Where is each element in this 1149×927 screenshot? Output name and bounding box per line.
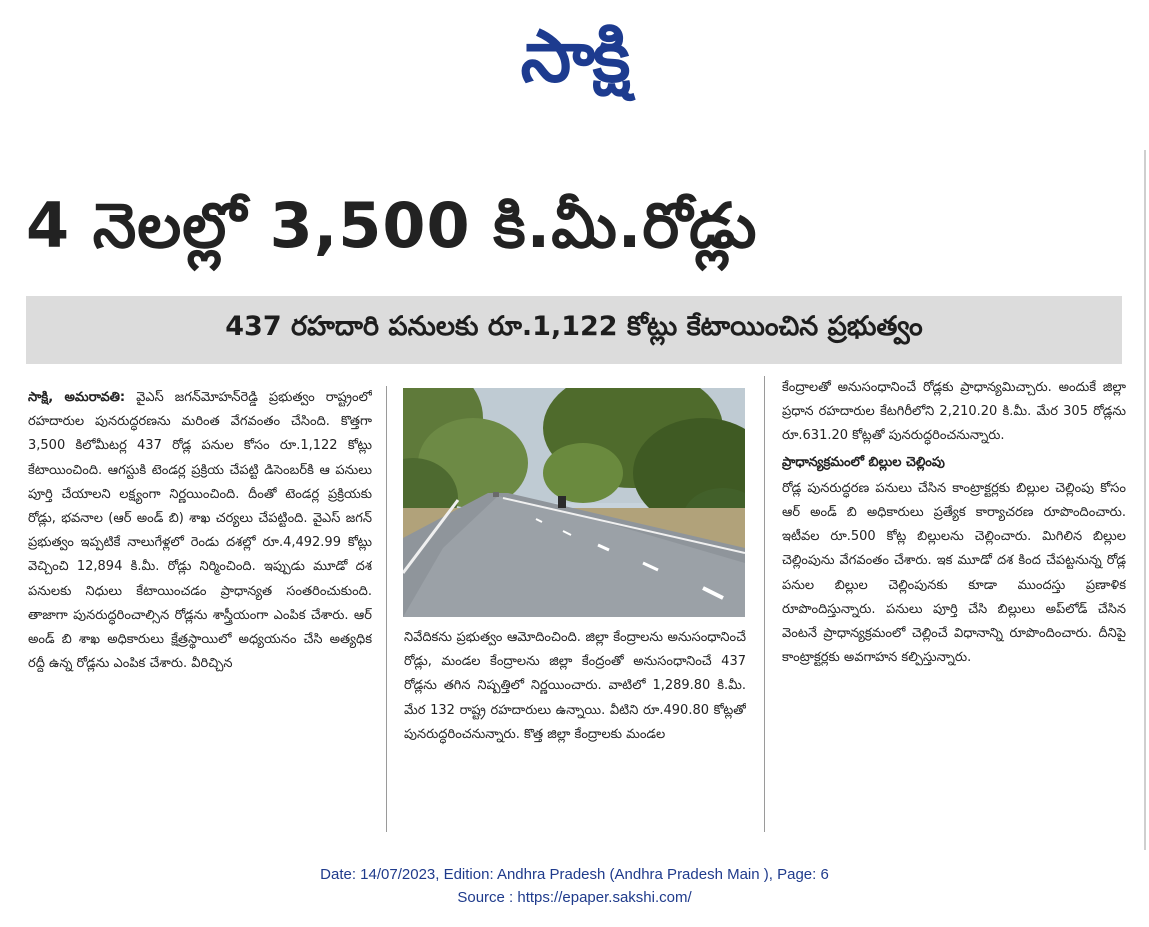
footer-date-edition: Date: 14/07/2023, Edition: Andhra Pradesh (Andhra Pradesh Main ), Page: 6 — [320, 866, 829, 883]
article-column-1 — [28, 386, 372, 834]
column-2-text: నివేదికను ప్రభుత్వం ఆమోదించింది. జిల్లా కేంద్రాలను అనుసంధానించే రోడ్లు, మండల కేంద్రాలను జిల్లా కేంద్రంతో అనుసంధానించే 437 రోడ్లను తగిన నిష్పత్తిలో నిర్ణయించారు. వాటిలో 1,289.80 కి.మీ. మేర 132 రాష్ట్ర రహదారులు ఉన్నాయి. వీటిని రూ.490.80 కోట్లతో పునరుద్ధరించనున్నారు. కొత్త జిల్లా కేంద్రాలకు మండల — [404, 630, 746, 742]
article-column-3 — [782, 376, 1126, 832]
subheadline-banner — [26, 296, 1122, 364]
crosshead: ప్రాధాన్యక్రమంలో బిల్లుల చెల్లింపు — [782, 454, 945, 470]
article-column-2 — [404, 626, 746, 832]
dateline: సాక్షి, అమరావతి: — [28, 390, 126, 405]
column-3-body: రోడ్ల పునరుద్ధరణ పనులు చేసిన కాంట్రాక్టర్లకు బిల్లుల చెల్లింపు కోసం ఆర్ అండ్ బి అధికారులు ప్రత్యేక కార్యాచరణ రూపొందించారు. ఇటీవల రూ.500 కోట్ల బిల్లులను చెల్లించారు. మిగిలిన బిల్లుల చెల్లింపును వేగవంతం చేశారు. ఇక మూడో దశ కింద చేపట్టనున్న రోడ్ల పనుల బిల్లుల చెల్లింపునకు కూడా ముందస్తు ప్రణాళిక రూపొందిస్తున్నారు. పనులు పూర్తి చేసి బిల్లులు అప్‌లోడ్ చేసిన వెంటనే ప్రాధాన్యక్రమంలో చెల్లించే విధానాన్ని రూపొందించారు. దీనిపై కాంట్రాక్టర్లకు అవగాహన కల్పిస్తున్నారు. — [782, 480, 1126, 666]
footer-source: Source : https://epaper.sakshi.com/ — [457, 889, 692, 906]
sakshi-logo: సాక్షి — [520, 14, 629, 98]
column-1-text: వైఎస్ జగన్‌మోహన్‌రెడ్డి ప్రభుత్వం రాష్ట్రంలో రహదారుల పునరుద్ధరణను మరింత వేగవంతం చేసింది. కొత్తగా 3,500 కిలోమీటర్ల 437 రోడ్ల పనుల కోసం రూ.1,122 కోట్లు కేటాయించింది. ఆగస్టుకి టెండర్ల ప్రక్రియ చేపట్టి డిసెంబర్‌కి ఆ పనులు పూర్తి చేయాలని లక్ష్యంగా నిర్ణయించింది. దీంతో టెండర్ల ప్రక్రియకు రోడ్లు, భవనాల (ఆర్ అండ్ బి) శాఖ చర్యలు చేపట్టింది. వైఎస్ జగన్ ప్రభుత్వం ఇప్పటికే నాలుగేళ్లలో రెండు దశల్లో రూ.4,492.99 కోట్లు వెచ్చించి 12,894 కి.మీ. రోడ్లు నిర్మించింది. ఇప్పుడు మూడో దశ పనులకు నిధులు కేటాయించడం ప్రాధాన్యత సంతరించుకుంది. తాజాగా పునరుద్ధరించాల్సిన రోడ్లను శాస్త్రీయంగా ఎంపిక చేశారు. ఆర్ అండ్ బి శాఖ అధికారులు క్షేత్రస్థాయిలో అధ్యయనం చేసి అత్యధిక రద్దీ ఉన్న రోడ్లను ఎంపిక చేశారు. వీరిచ్చిన — [28, 390, 372, 672]
road-photo — [403, 388, 745, 617]
right-edge-rule — [1144, 150, 1146, 850]
masthead — [0, 10, 1149, 102]
column-rule — [386, 386, 387, 832]
subheadline: 437 రహదారి పనులకు రూ.1,122 కోట్లు కేటాయించిన ప్రభుత్వం — [225, 311, 923, 342]
headline: 4 నెలల్లో 3,500 కి.మీ.రోడ్లు — [26, 189, 758, 262]
column-3-intro: కేంద్రాలతో అనుసంధానించే రోడ్లకు ప్రాధాన్యమిచ్చారు. అందుకే జిల్లా ప్రధాన రహదారుల కేటగిరీలోని 2,210.20 కి.మీ. మేర 305 రోడ్లను రూ.631.20 కోట్లతో పునరుద్ధరించనున్నారు. — [782, 380, 1126, 444]
column-rule — [764, 376, 765, 832]
road-photo-illustration — [403, 388, 745, 617]
